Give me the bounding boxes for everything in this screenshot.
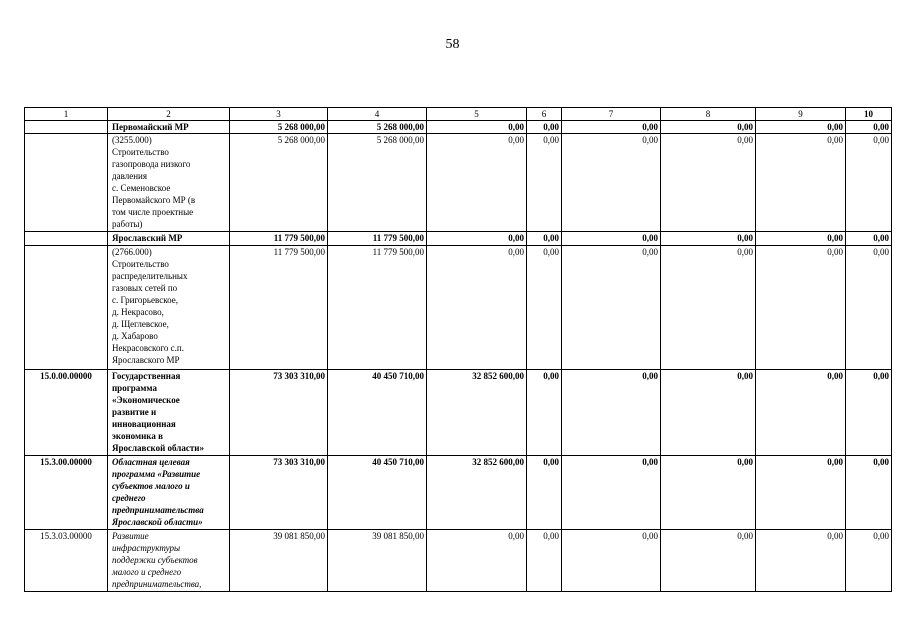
budget-table: [24, 107, 892, 592]
row-name-line: Строительство: [112, 147, 169, 157]
row-name: [108, 370, 230, 456]
header-row: [25, 108, 892, 121]
row-name-line: (3255.000): [112, 135, 152, 145]
row-name-line: малого и среднего: [112, 567, 182, 577]
table-row: [25, 134, 892, 232]
row-value-col-4: 40 450 710,00: [328, 370, 427, 456]
row-value-col-8: 0,00: [661, 134, 756, 232]
row-value-col-9: 0,00: [756, 370, 846, 456]
row-name-line: с. Григорьевское,: [112, 295, 178, 305]
row-value-col-10: 0,00: [846, 370, 892, 456]
table-row: [25, 232, 892, 246]
row-code: 15.3.03.00000: [25, 530, 108, 592]
column-header: 10: [846, 108, 892, 121]
column-header: 9: [756, 108, 846, 121]
row-value-col-7: 0,00: [562, 232, 661, 246]
page-number: 58: [445, 37, 460, 52]
column-header: 7: [562, 108, 661, 121]
row-value-col-8: 0,00: [661, 530, 756, 592]
row-value-col-7: 0,00: [562, 134, 661, 232]
row-name-line: Областная целевая: [112, 457, 190, 467]
row-value-col-7: 0,00: [562, 456, 661, 530]
column-header: 2: [108, 108, 230, 121]
row-value-col-9: 0,00: [756, 232, 846, 246]
row-code: [25, 232, 108, 246]
row-value-col-5: 0,00: [427, 530, 527, 592]
row-value-col-9: 0,00: [756, 134, 846, 232]
row-value-col-5: 32 852 600,00: [427, 370, 527, 456]
row-name-line: Некрасовского с.п.: [112, 343, 184, 353]
row-value-col-6: 0,00: [527, 456, 562, 530]
row-value-col-9: 0,00: [756, 121, 846, 134]
row-name-line: д. Хабарово: [112, 331, 158, 341]
row-value-col-9: 0,00: [756, 246, 846, 370]
row-value-col-10: 0,00: [846, 232, 892, 246]
row-code: [25, 134, 108, 232]
row-name: [108, 456, 230, 530]
row-name-line: поддержки субъектов: [112, 555, 198, 565]
row-name-line: работы): [112, 219, 143, 229]
row-value-col-5: 32 852 600,00: [427, 456, 527, 530]
row-name-line: Строительство: [112, 259, 169, 269]
table-row: [25, 456, 892, 530]
row-name-line: Развитие: [112, 531, 149, 541]
row-value-col-4: 11 779 500,00: [328, 232, 427, 246]
row-value-col-8: 0,00: [661, 370, 756, 456]
row-value-col-6: 0,00: [527, 530, 562, 592]
row-name-line: Первомайского МР (в: [112, 195, 196, 205]
row-value-col-8: 0,00: [661, 456, 756, 530]
row-code: 15.0.00.00000: [25, 370, 108, 456]
column-header: 8: [661, 108, 756, 121]
row-value-col-10: 0,00: [846, 530, 892, 592]
row-name-line: Ярославской области»: [112, 517, 203, 527]
table-row: [25, 370, 892, 456]
row-name-line: Ярославский МР: [112, 233, 183, 243]
row-value-col-3: 5 268 000,00: [230, 134, 328, 232]
row-name-line: «Экономическое: [112, 395, 180, 405]
row-name-line: Первомайский МР: [112, 122, 189, 132]
row-name-line: (2766.000): [112, 247, 152, 257]
row-value-col-5: 0,00: [427, 232, 527, 246]
row-value-col-4: 39 081 850,00: [328, 530, 427, 592]
row-name-line: развитие и: [112, 407, 157, 417]
row-name-line: субъектов малого и: [112, 481, 190, 491]
row-value-col-4: 40 450 710,00: [328, 456, 427, 530]
row-value-col-3: 73 303 310,00: [230, 370, 328, 456]
row-value-col-7: 0,00: [562, 530, 661, 592]
row-name: [108, 232, 230, 246]
row-value-col-4: 5 268 000,00: [328, 121, 427, 134]
row-value-col-8: 0,00: [661, 121, 756, 134]
row-value-col-6: 0,00: [527, 121, 562, 134]
row-name-line: инновационная: [112, 419, 176, 429]
row-name: [108, 134, 230, 232]
column-header: 3: [230, 108, 328, 121]
row-name-line: инфраструктуры: [112, 543, 181, 553]
row-value-col-3: 11 779 500,00: [230, 246, 328, 370]
row-code: [25, 246, 108, 370]
row-value-col-10: 0,00: [846, 121, 892, 134]
row-name: [108, 246, 230, 370]
row-value-col-3: 39 081 850,00: [230, 530, 328, 592]
row-name-line: давления: [112, 171, 147, 181]
row-name-line: газопровода низкого: [112, 159, 191, 169]
row-value-col-10: 0,00: [846, 246, 892, 370]
row-name-line: Государственная: [112, 371, 181, 381]
column-header: 1: [25, 108, 108, 121]
row-name-line: с. Семеновское: [112, 183, 171, 193]
column-header: 5: [427, 108, 527, 121]
row-value-col-4: 11 779 500,00: [328, 246, 427, 370]
row-value-col-6: 0,00: [527, 246, 562, 370]
row-value-col-9: 0,00: [756, 456, 846, 530]
row-name-line: том числе проектные: [112, 207, 194, 217]
row-name: [108, 530, 230, 592]
column-header: 4: [328, 108, 427, 121]
row-value-col-3: 11 779 500,00: [230, 232, 328, 246]
row-value-col-10: 0,00: [846, 456, 892, 530]
row-value-col-5: 0,00: [427, 134, 527, 232]
row-name-line: Ярославского МР: [112, 355, 180, 365]
row-name-line: программа «Развитие: [112, 469, 201, 479]
row-name-line: экономика в: [112, 431, 163, 441]
row-name-line: распределительных: [112, 271, 188, 281]
table-row: [25, 121, 892, 134]
row-value-col-7: 0,00: [562, 121, 661, 134]
column-header: 6: [527, 108, 562, 121]
row-name: [108, 121, 230, 134]
row-value-col-5: 0,00: [427, 246, 527, 370]
table-row: [25, 246, 892, 370]
row-value-col-10: 0,00: [846, 134, 892, 232]
row-name-line: программа: [112, 383, 157, 393]
row-value-col-6: 0,00: [527, 370, 562, 456]
row-value-col-3: 73 303 310,00: [230, 456, 328, 530]
row-name-line: предпринимательства,: [112, 579, 202, 589]
row-value-col-6: 0,00: [527, 134, 562, 232]
row-name-line: д. Некрасово,: [112, 307, 164, 317]
row-name-line: среднего: [112, 493, 146, 503]
row-value-col-7: 0,00: [562, 246, 661, 370]
row-name-line: газовых сетей по: [112, 283, 178, 293]
row-value-col-3: 5 268 000,00: [230, 121, 328, 134]
table-row: [25, 530, 892, 592]
row-value-col-9: 0,00: [756, 530, 846, 592]
row-name-line: д. Щеглевское,: [112, 319, 169, 329]
row-name-line: предпринимательства: [112, 505, 204, 515]
row-code: [25, 121, 108, 134]
row-value-col-5: 0,00: [427, 121, 527, 134]
row-value-col-8: 0,00: [661, 246, 756, 370]
row-value-col-6: 0,00: [527, 232, 562, 246]
row-value-col-4: 5 268 000,00: [328, 134, 427, 232]
row-value-col-8: 0,00: [661, 232, 756, 246]
row-code: 15.3.00.00000: [25, 456, 108, 530]
row-name-line: Ярославской области»: [112, 443, 204, 453]
row-value-col-7: 0,00: [562, 370, 661, 456]
